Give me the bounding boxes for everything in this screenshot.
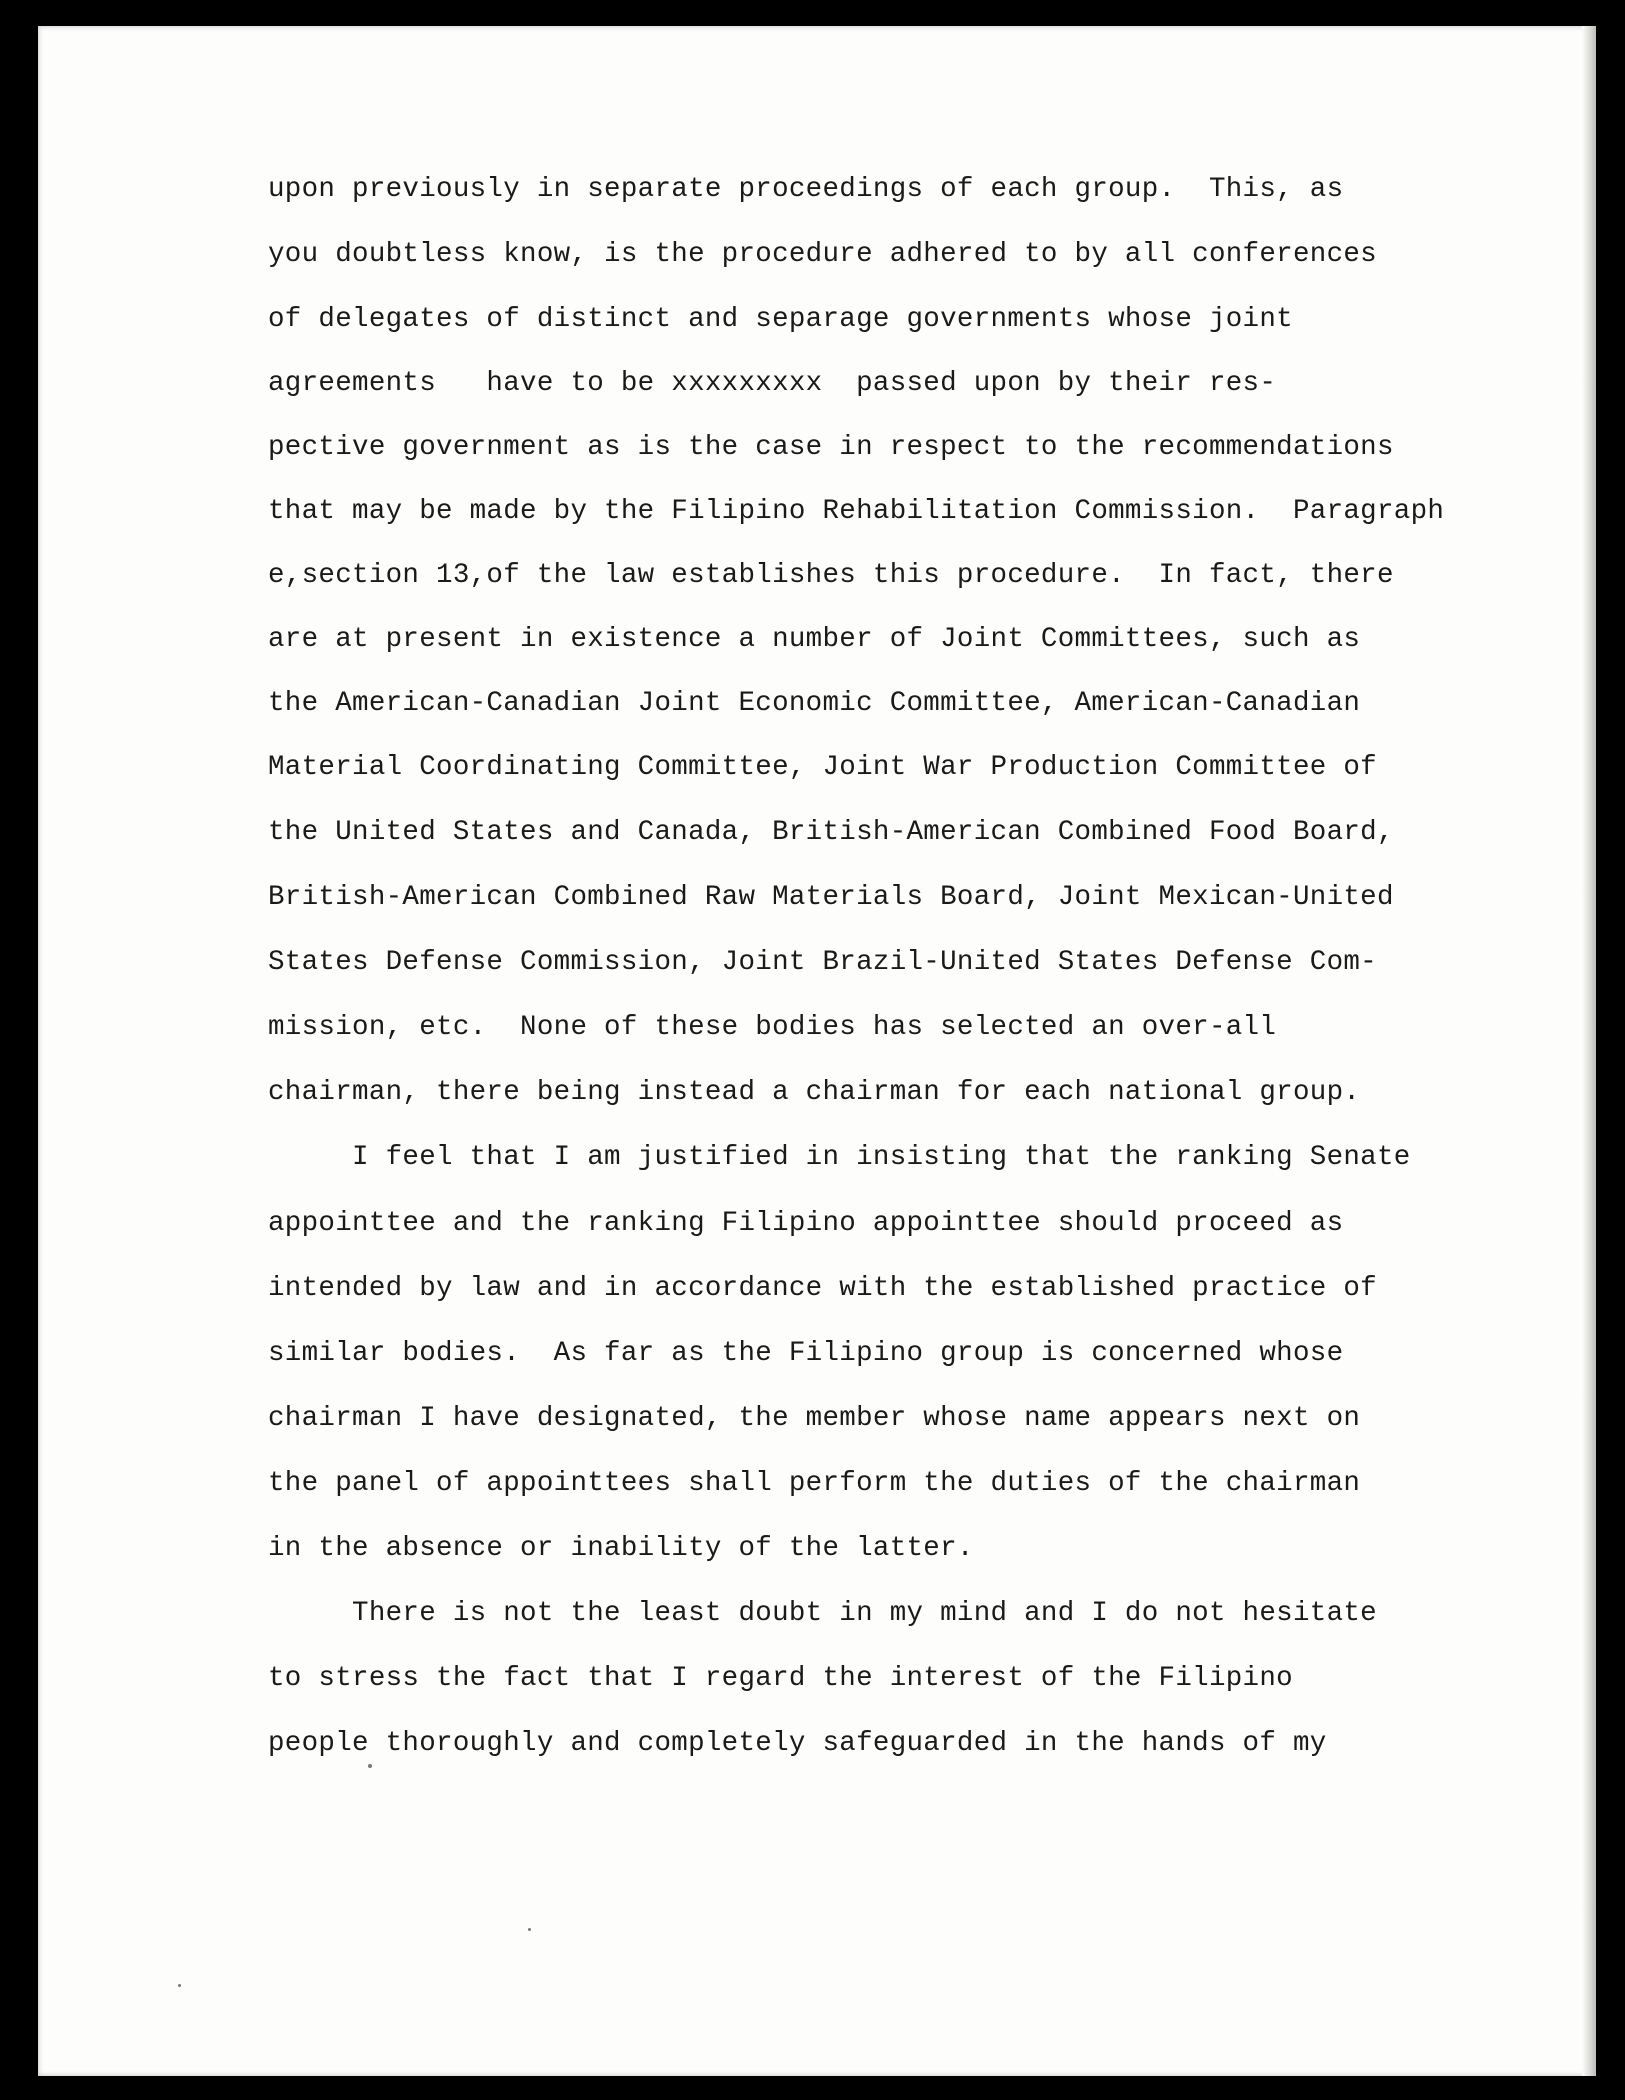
page-edge-shadow: [1582, 26, 1596, 2076]
text-line: intended by law and in accordance with the established practice of: [268, 1273, 1377, 1304]
text-line: that may be made by the Filipino Rehabilitation Commission. Paragraph: [268, 496, 1445, 527]
dust-speck: [368, 1764, 372, 1768]
dust-speck: [528, 1928, 531, 1931]
text-line: There is not the least doubt in my mind and I do not hesitate: [268, 1598, 1377, 1629]
text-line: agreements have to be xxxxxxxxx passed upon by their res-: [268, 368, 1277, 399]
text-line: e,section 13,of the law establishes this procedure. In fact, there: [268, 560, 1394, 591]
text-line: similar bodies. As far as the Filipino group is concerned whose: [268, 1338, 1344, 1369]
text-line: the American-Canadian Joint Economic Committee, American-Canadian: [268, 688, 1361, 719]
text-line: the panel of appointtees shall perform the duties of the chairman: [268, 1468, 1361, 1499]
text-line: in the absence or inability of the latter.: [268, 1533, 974, 1564]
text-line: I feel that I am justified in insisting that the ranking Senate: [268, 1142, 1411, 1173]
text-line: people thoroughly and completely safeguarded in the hands of my: [268, 1728, 1327, 1759]
text-line: upon previously in separate proceedings of each group. This, as: [268, 174, 1344, 205]
text-line: appointtee and the ranking Filipino appointtee should proceed as: [268, 1208, 1344, 1239]
text-line: the United States and Canada, British-American Combined Food Board,: [268, 817, 1394, 848]
text-line: States Defense Commission, Joint Brazil-United States Defense Com-: [268, 947, 1377, 978]
text-line: British-American Combined Raw Materials Board, Joint Mexican-United: [268, 882, 1394, 913]
text-line: Material Coordinating Committee, Joint War Production Committee of: [268, 752, 1377, 783]
text-line: pective government as is the case in respect to the recommendations: [268, 432, 1394, 463]
dust-speck: [178, 1984, 181, 1987]
text-line: to stress the fact that I regard the interest of the Filipino: [268, 1663, 1293, 1694]
text-line: chairman I have designated, the member whose name appears next on: [268, 1403, 1361, 1434]
text-line: chairman, there being instead a chairman for each national group.: [268, 1077, 1361, 1108]
text-line: mission, etc. None of these bodies has selected an over-all: [268, 1012, 1277, 1043]
text-line: you doubtless know, is the procedure adhered to by all conferences: [268, 239, 1377, 270]
text-line: of delegates of distinct and separage governments whose joint: [268, 304, 1293, 335]
text-line: are at present in existence a number of Joint Committees, such as: [268, 624, 1361, 655]
